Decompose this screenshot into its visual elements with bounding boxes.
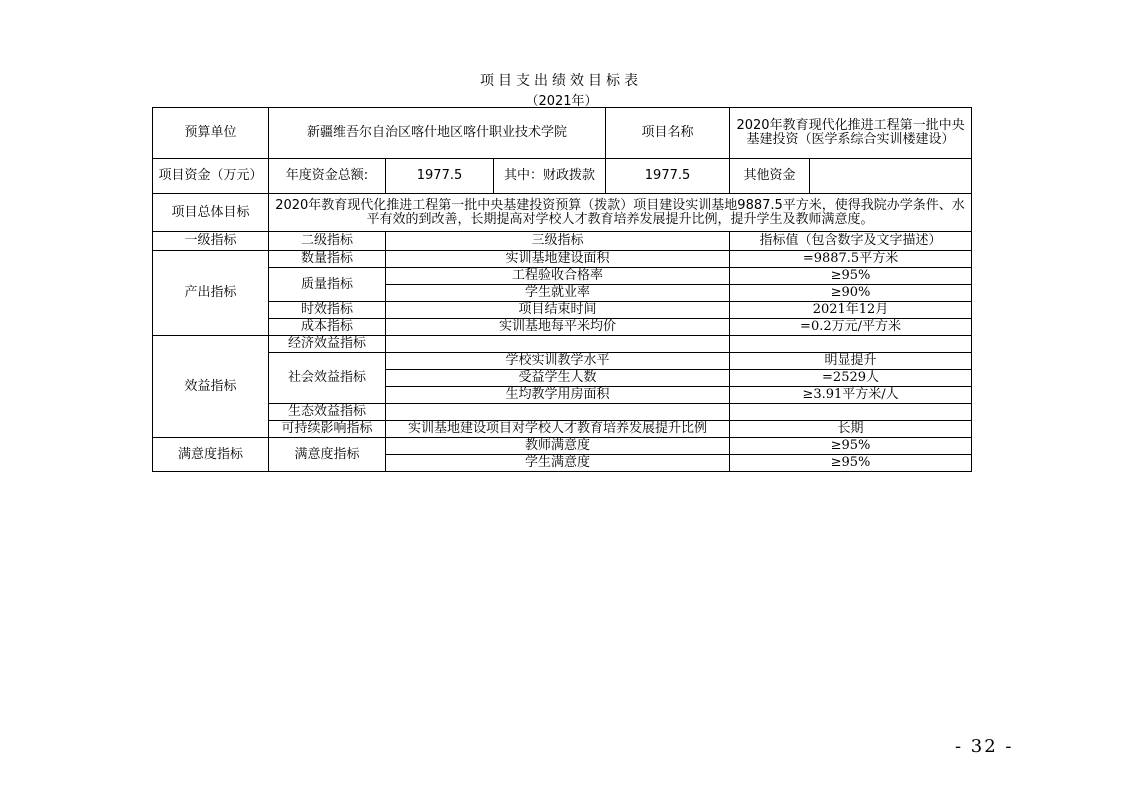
indicator-value: ≥95% <box>730 455 972 472</box>
page-number: - 32 - <box>955 736 1014 757</box>
overall-goal-value: 2020年教育现代化推进工程第一批中央基建投资预算（拨款）项目建设实训基地9887.5平方米，使得我院办学条件、水平有效的到改善，长期提高对学校人才教育培养发展提升比例，提升学生及教师满意度。 <box>269 194 972 232</box>
level3-indicator: 学校实训教学水平 <box>386 353 730 370</box>
indicator-header-row <box>153 232 972 251</box>
level3-indicator: 实训基地建设项目对学校人才教育培养发展提升比例 <box>386 421 730 438</box>
other-funds-value <box>810 159 972 194</box>
level3-indicator: 工程验收合格率 <box>386 268 730 285</box>
level3-indicator: 实训基地建设面积 <box>386 251 730 268</box>
level2-indicator: 时效指标 <box>269 302 386 319</box>
level3-indicator: 学生就业率 <box>386 285 730 302</box>
level2-indicator: 可持续影响指标 <box>269 421 386 438</box>
project-name-value: 2020年教育现代化推进工程第一批中央基建投资（医学系综合实训楼建设） <box>730 108 972 159</box>
funds-label: 项目资金（万元） <box>153 159 269 194</box>
column-header: 二级指标 <box>269 232 386 251</box>
annual-total-label: 年度资金总额: <box>269 159 386 194</box>
indicator-value: ≥95% <box>730 268 972 285</box>
performance-goal-table <box>152 107 972 472</box>
indicator-value <box>730 404 972 421</box>
fiscal-value: 1977.5 <box>606 159 730 194</box>
table-title: 项目支出绩效目标表 <box>480 73 642 89</box>
indicator-row <box>153 353 972 370</box>
indicator-value: =2529人 <box>730 370 972 387</box>
budget-unit-row <box>153 108 972 159</box>
level3-indicator <box>386 336 730 353</box>
indicator-row <box>153 319 972 336</box>
project-name-label: 项目名称 <box>606 108 730 159</box>
level2-indicator: 成本指标 <box>269 319 386 336</box>
indicator-row <box>153 438 972 455</box>
level1-indicator: 效益指标 <box>153 336 269 438</box>
level1-indicator: 满意度指标 <box>153 438 269 472</box>
level3-indicator: 项目结束时间 <box>386 302 730 319</box>
annual-total-value: 1977.5 <box>386 159 494 194</box>
level3-indicator: 受益学生人数 <box>386 370 730 387</box>
indicator-value <box>730 336 972 353</box>
overall-goal-row <box>153 194 972 232</box>
level3-indicator <box>386 404 730 421</box>
other-funds-label: 其他资金 <box>730 159 810 194</box>
level2-indicator: 社会效益指标 <box>269 353 386 404</box>
level2-indicator: 满意度指标 <box>269 438 386 472</box>
indicator-value: =0.2万元/平方米 <box>730 319 972 336</box>
level2-indicator: 经济效益指标 <box>269 336 386 353</box>
indicator-value: =9887.5平方米 <box>730 251 972 268</box>
level2-indicator: 数量指标 <box>269 251 386 268</box>
level3-indicator: 实训基地每平米均价 <box>386 319 730 336</box>
indicator-row <box>153 336 972 353</box>
indicator-value: 2021年12月 <box>730 302 972 319</box>
funds-row <box>153 159 972 194</box>
level3-indicator: 教师满意度 <box>386 438 730 455</box>
column-header: 一级指标 <box>153 232 269 251</box>
fiscal-label: 其中：财政拨款 <box>494 159 606 194</box>
budget-unit-value: 新疆维吾尔自治区喀什地区喀什职业技术学院 <box>269 108 606 159</box>
budget-unit-label: 预算单位 <box>153 108 269 159</box>
indicator-row <box>153 251 972 268</box>
indicator-value: ≥3.91平方米/人 <box>730 387 972 404</box>
table-year: （2021年） <box>525 94 598 109</box>
indicator-row <box>153 302 972 319</box>
indicator-value: ≥95% <box>730 438 972 455</box>
level1-indicator: 产出指标 <box>153 251 269 336</box>
indicator-row <box>153 421 972 438</box>
column-header: 指标值（包含数字及文字描述） <box>730 232 972 251</box>
indicator-row <box>153 404 972 421</box>
level2-indicator: 生态效益指标 <box>269 404 386 421</box>
indicator-row <box>153 268 972 285</box>
indicator-value: ≥90% <box>730 285 972 302</box>
indicator-value: 长期 <box>730 421 972 438</box>
level2-indicator: 质量指标 <box>269 268 386 302</box>
level3-indicator: 生均教学用房面积 <box>386 387 730 404</box>
overall-goal-label: 项目总体目标 <box>153 194 269 232</box>
indicator-value: 明显提升 <box>730 353 972 370</box>
level3-indicator: 学生满意度 <box>386 455 730 472</box>
column-header: 三级指标 <box>386 232 730 251</box>
